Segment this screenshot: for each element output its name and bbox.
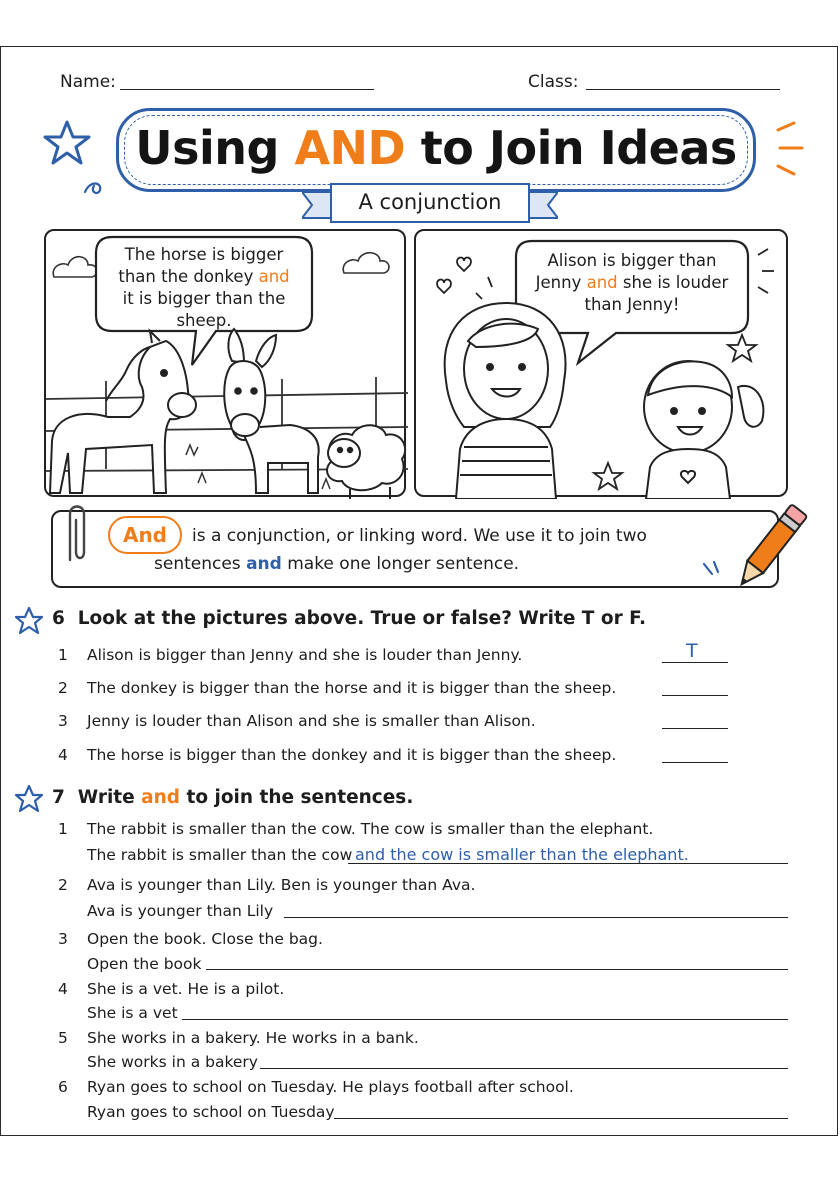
farm-panel <box>44 229 406 497</box>
ex7-answer-line[interactable] <box>206 969 788 970</box>
info-line-1: is a conjunction, or linking word. We use it to join two <box>192 526 647 546</box>
ex7-answer-line[interactable] <box>334 1118 788 1119</box>
and-word-badge: And <box>108 516 182 554</box>
ex6-item-number: 4 <box>58 746 68 764</box>
star-icon <box>14 606 44 636</box>
name-field[interactable] <box>120 89 374 90</box>
left-speech-bubble: The horse is bigger than the donkey and it is bigger than the sheep. <box>118 245 290 330</box>
exercise-7-heading: 7 Write and to join the sentences. <box>52 787 414 808</box>
ex7-item-number: 2 <box>58 876 68 894</box>
ex7-item-start: The rabbit is smaller than the cow <box>87 846 353 864</box>
page-title: Using AND to Join Ideas <box>135 121 737 175</box>
swirl-icon <box>82 178 112 198</box>
ex7-item-start: She is a vet <box>87 1004 178 1022</box>
name-label: Name: <box>60 72 116 92</box>
ex6-item-text: The donkey is bigger than the horse and it is bigger than the sheep. <box>87 679 617 697</box>
ex6-answer-line[interactable] <box>662 762 728 763</box>
ex7-item-prompt: She works in a bakery. He works in a bank. <box>87 1029 419 1047</box>
sheep-illustration <box>327 425 405 499</box>
exercise-6-heading: 6 Look at the pictures above. True or false? Write T or F. <box>52 608 647 629</box>
ex6-answer-line[interactable] <box>662 728 728 729</box>
ex6-answer-line[interactable] <box>662 662 728 663</box>
ex7-answer-line[interactable] <box>260 1068 788 1069</box>
ex7-answer-line[interactable] <box>348 863 788 864</box>
alison-illustration <box>445 303 566 499</box>
ex6-item-text: The horse is bigger than the donkey and it is bigger than the sheep. <box>87 746 617 764</box>
ex7-item-start: She works in a bakery <box>87 1053 258 1071</box>
donkey-illustration <box>224 329 318 493</box>
ex7-item-start: Ava is younger than Lily <box>87 902 274 920</box>
ex7-item-start: Ryan goes to school on Tuesday <box>87 1103 335 1121</box>
heart-icon <box>437 258 471 293</box>
ex7-item-start: Open the book <box>87 955 202 973</box>
ex7-item-number: 3 <box>58 930 68 948</box>
ex6-item-text: Jenny is louder than Alison and she is smaller than Alison. <box>87 712 536 730</box>
ex7-item-prompt: Open the book. Close the bag. <box>87 930 323 948</box>
sparkle-lines-icon <box>772 120 808 180</box>
ex7-item-answer[interactable]: and the cow is smaller than the elephant. <box>355 845 689 864</box>
ex6-item-number: 3 <box>58 712 68 730</box>
ex7-item-number: 5 <box>58 1029 68 1047</box>
ex6-item-text: Alison is bigger than Jenny and she is louder than Jenny. <box>87 646 523 664</box>
ex7-answer-line[interactable] <box>182 1019 788 1020</box>
motion-lines-icon <box>700 560 724 584</box>
ex7-answer-line[interactable] <box>284 917 788 918</box>
pencil-icon <box>728 500 812 596</box>
ex7-item-prompt: The rabbit is smaller than the cow. The cow is smaller than the elephant. <box>87 820 654 838</box>
ex7-item-prompt: Ava is younger than Lily. Ben is younger than Ava. <box>87 876 476 894</box>
ex7-item-prompt: Ryan goes to school on Tuesday. He plays football after school. <box>87 1078 574 1096</box>
info-line-2: sentences and make one longer sentence. <box>154 554 520 574</box>
star-icon <box>42 118 92 168</box>
class-field[interactable] <box>586 89 780 90</box>
girls-panel <box>414 229 788 497</box>
jenny-illustration <box>644 361 763 499</box>
class-label: Class: <box>528 72 579 92</box>
paperclip-icon <box>60 500 90 570</box>
star-icon <box>14 784 44 814</box>
ex7-item-number: 1 <box>58 820 68 838</box>
ex6-answer-line[interactable] <box>662 695 728 696</box>
ex6-item-number: 1 <box>58 646 68 664</box>
ex6-item-answer[interactable]: T <box>686 640 698 662</box>
right-speech-bubble: Alison is bigger than Jenny and she is louder than Jenny! <box>535 251 729 314</box>
horse-illustration <box>50 331 196 493</box>
ex6-item-number: 2 <box>58 679 68 697</box>
ex7-item-prompt: She is a vet. He is a pilot. <box>87 980 285 998</box>
ex7-item-number: 4 <box>58 980 68 998</box>
subtitle-ribbon: A conjunction <box>330 183 530 223</box>
ex7-item-number: 6 <box>58 1078 68 1096</box>
